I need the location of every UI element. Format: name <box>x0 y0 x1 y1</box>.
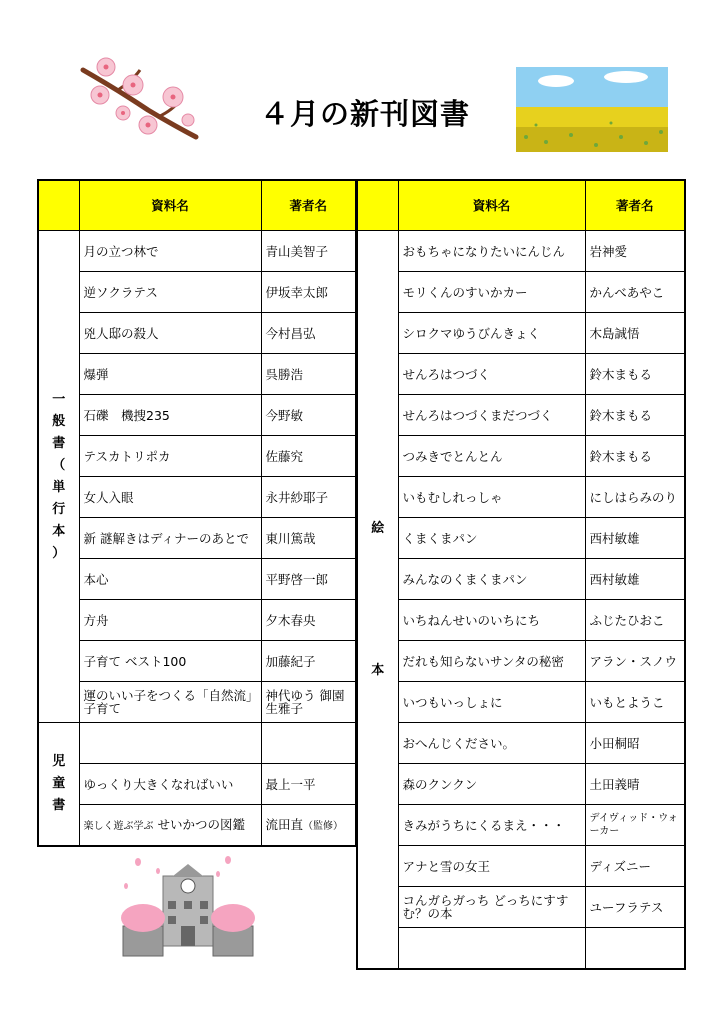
book-title-text: ゆっくり大きくなればいい <box>83 776 234 792</box>
book-author: 鈴木まもる <box>585 395 685 436</box>
table-row <box>38 805 356 847</box>
table-row <box>38 477 356 518</box>
book-author: ユーフラテス <box>585 887 685 928</box>
category-picture <box>357 231 398 970</box>
book-author: 東川篤哉 <box>261 518 356 559</box>
header-blank-cell <box>357 180 398 231</box>
book-author: 今村昌弘 <box>261 313 356 354</box>
page-title: ４月の新刊図書 <box>259 97 470 131</box>
category-children <box>38 723 79 847</box>
book-author <box>261 805 356 847</box>
book-title: くまくまパン <box>398 518 585 559</box>
book-author: いもとようこ <box>585 682 685 723</box>
category-general-label: 一 般 書 （ 単 行 本 ） <box>52 391 66 561</box>
table-row <box>357 272 685 313</box>
header-title: 資料名 <box>398 180 585 231</box>
book-title: 新 謎解きはディナーのあとで <box>79 518 261 559</box>
book-title: 方舟 <box>79 600 261 641</box>
book-author: デイヴィッド・ウォーカー <box>585 805 685 846</box>
header-author: 著者名 <box>261 180 356 231</box>
book-author: 永井紗耶子 <box>261 477 356 518</box>
book-title: きみがうちにくるまえ・・・ <box>398 805 585 846</box>
book-author: 西村敏雄 <box>585 518 685 559</box>
table-row <box>357 846 685 887</box>
book-author: 加藤紀子 <box>261 641 356 682</box>
book-title: おへんじください。 <box>398 723 585 764</box>
book-author: 土田義晴 <box>585 764 685 805</box>
book-title: いちねんせいのいちにち <box>398 600 585 641</box>
school-building-illustration <box>118 856 258 962</box>
book-author: かんべあやこ <box>585 272 685 313</box>
book-title: いもむしれっしゃ <box>398 477 585 518</box>
book-title <box>79 764 261 805</box>
category-picture-label: 絵 本 <box>371 520 385 678</box>
table-row <box>38 559 356 600</box>
book-title: 女人入眼 <box>79 477 261 518</box>
book-author: 岩神愛 <box>585 231 685 272</box>
book-title <box>398 928 585 970</box>
book-author: にしはらみのり <box>585 477 685 518</box>
book-title: 子育て ベスト100 <box>79 641 261 682</box>
table-row <box>357 477 685 518</box>
header-blank-cell <box>38 180 79 231</box>
book-author: 小田桐昭 <box>585 723 685 764</box>
book-title: シロクマゆうびんきょく <box>398 313 585 354</box>
book-title: いつもいっしょに <box>398 682 585 723</box>
table-row <box>38 436 356 477</box>
book-title <box>79 805 261 847</box>
table-row <box>38 354 356 395</box>
cherry-blossom-illustration <box>78 55 203 150</box>
book-author: 今野敏 <box>261 395 356 436</box>
book-author <box>585 928 685 970</box>
book-title <box>79 723 261 764</box>
book-title: 運のいい子をつくる「自然流」子育て <box>79 682 261 723</box>
category-children-label: 児 童 書 <box>52 754 66 813</box>
table-row <box>38 518 356 559</box>
book-subtitle: 楽しく遊ぶ学ぶ <box>83 820 154 832</box>
picture-book-table <box>356 179 686 970</box>
book-title: コんガらガっち どっちにすすむ？の本 <box>398 887 585 928</box>
table-row <box>38 395 356 436</box>
table-row <box>38 723 356 764</box>
book-author: ディズニー <box>585 846 685 887</box>
book-title: おもちゃになりたいにんじん <box>398 231 585 272</box>
book-title: 兇人邸の殺人 <box>79 313 261 354</box>
header-row <box>38 180 356 231</box>
book-author: 青山美智子 <box>261 231 356 272</box>
book-author: 鈴木まもる <box>585 354 685 395</box>
table-row <box>357 682 685 723</box>
table-row <box>357 928 685 970</box>
header-row <box>357 180 685 231</box>
table-row <box>357 641 685 682</box>
book-title: みんなのくまくまパン <box>398 559 585 600</box>
table-row <box>38 764 356 805</box>
book-title: テスカトリポカ <box>79 436 261 477</box>
book-author: アラン・スノウ <box>585 641 685 682</box>
book-title: 本心 <box>79 559 261 600</box>
book-author <box>261 723 356 764</box>
book-title: 月の立つ林で <box>79 231 261 272</box>
book-title: モリくんのすいかカー <box>398 272 585 313</box>
book-author: 夕木春央 <box>261 600 356 641</box>
book-title: 森のクンクン <box>398 764 585 805</box>
table-row <box>357 436 685 477</box>
table-row <box>357 518 685 559</box>
book-title: せんろはつづく <box>398 354 585 395</box>
book-author: 神代ゆう 御園生雅子 <box>261 682 356 723</box>
table-row <box>357 764 685 805</box>
book-title: せんろはつづくまだつづく <box>398 395 585 436</box>
table-row <box>357 231 685 272</box>
table-row <box>357 600 685 641</box>
table-row <box>38 682 356 723</box>
book-author: ふじたひおこ <box>585 600 685 641</box>
book-title: だれも知らないサンタの秘密 <box>398 641 585 682</box>
general-children-table <box>37 179 357 847</box>
table-row <box>357 313 685 354</box>
table-row <box>357 395 685 436</box>
table-row <box>357 887 685 928</box>
table-row <box>38 272 356 313</box>
table-row <box>38 600 356 641</box>
book-author: 平野啓一郎 <box>261 559 356 600</box>
book-author: 鈴木まもる <box>585 436 685 477</box>
table-row <box>38 231 356 272</box>
book-author-text: 流田直 <box>265 816 304 832</box>
book-title: アナと雪の女王 <box>398 846 585 887</box>
book-title-text: せいかつの図鑑 <box>157 816 245 832</box>
book-title: 爆弾 <box>79 354 261 395</box>
book-title: つみきでとんとん <box>398 436 585 477</box>
book-title: 逆ソクラテス <box>79 272 261 313</box>
author-note: （監修） <box>303 820 344 832</box>
category-general <box>38 231 79 723</box>
table-row <box>357 559 685 600</box>
book-author: 呉勝浩 <box>261 354 356 395</box>
header-title: 資料名 <box>79 180 261 231</box>
table-row <box>38 641 356 682</box>
table-row <box>38 313 356 354</box>
table-row <box>357 354 685 395</box>
header-author: 著者名 <box>585 180 685 231</box>
book-title: 石礫 機捜235 <box>79 395 261 436</box>
table-row <box>357 805 685 846</box>
book-author-text: 最上一平 <box>265 776 316 792</box>
book-author <box>261 764 356 805</box>
rapeseed-field-illustration <box>516 67 668 152</box>
book-author: 木島誠悟 <box>585 313 685 354</box>
table-row <box>357 723 685 764</box>
book-author: 伊坂幸太郎 <box>261 272 356 313</box>
book-author: 佐藤究 <box>261 436 356 477</box>
book-author: 西村敏雄 <box>585 559 685 600</box>
